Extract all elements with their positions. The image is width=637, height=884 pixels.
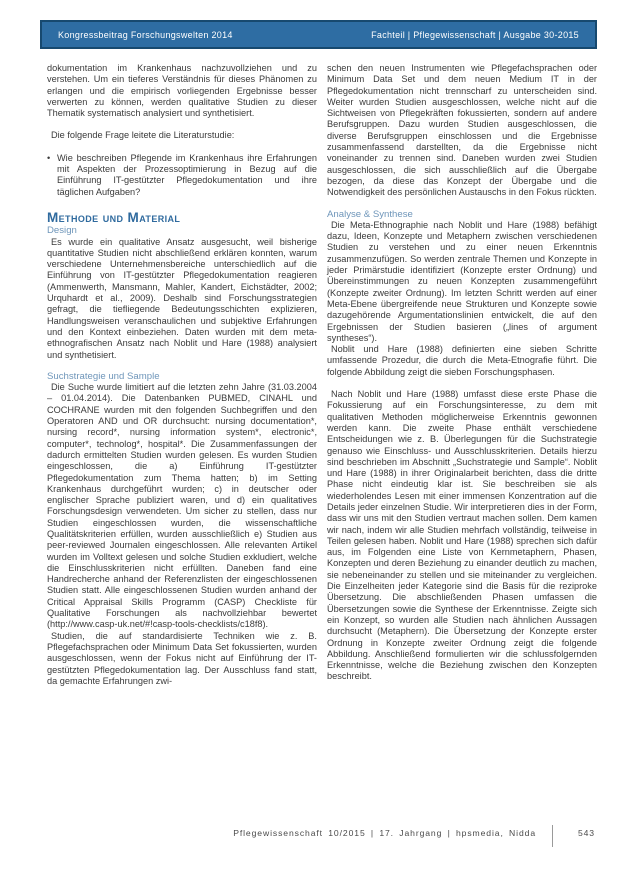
search-strategy-paragraph-2: Studien, die auf standardisierte Techniken wie z. B. Pflegefachsprachen oder Minimum Data Set fokussierten, wurden ausgeschlossen, wenn der Fokus nicht auf Einführung der IT-gestützten Pflegedokumentation lag. Der Ausschluss fand statt, da gemachte Erfahrungen zwi- [47,630,317,686]
section-heading-methode: Methode und Material [47,209,181,225]
header-right-label: Fachteil | Pflegewissenschaft | Ausgabe 30-2015 [371,29,579,40]
bullet-icon: • [47,152,51,163]
left-column [47,63,317,687]
analysis-paragraph-1: Die Meta-Ethnographie nach Noblit und Hare (1988) befähigt dazu, Ideen, Konzepte und Metaphern zwischen verschiedenen Studien zu verstehen und zu einer neuen Erkenntnis zusammenzufügen. So werden zentrale Themen und Konzepte in jeder Primärstudie identifiziert (Konzepte erster Ordnung) und Übereinstimmungen zu neuen Konzepten zusammengeführt (Konzepte zweiter Ordnung). Im letzten Schritt werden auf einer Meta-Ebene übergreifende neue Strukturen und Konzepte sowie dazugehörende Argumentationslinien entwickelt, die auf den Ergebnissen der Studien basieren („lines of argument syntheses“). [327,219,597,343]
body-paragraph-continued: dokumentation im Krankenhaus nachzuvollziehen und zu verstehen. Um ein tieferes Verständnis für dieses Phänomen zu erlangen und die empirisch vorliegenden Ergebnisse besser verwerten zu können, werden qualitative Studien zu dieser Thematik systematisch analysiert und synthetisiert. [47,63,317,119]
sub-heading-design: Design [47,225,77,237]
research-question-bullet [47,153,317,198]
footer-journal-line: Pflegewissenschaft 10/2015 | 17. Jahrgang | hpsmedia, Nidda [233,828,536,838]
analysis-paragraph-2: Noblit und Hare (1988) definierten eine sieben Schritte umfassende Prozedur, die durch die Meta-Etnografie führt. Die folgende Abbildung zeigt die sieben Forschungsphasen. [327,344,597,377]
search-strategy-paragraph-1: Die Suche wurde limitiert auf die letzten zehn Jahre (31.03.2004 – 01.04.2014). Die Datenbanken PUBMED, CINAHL und COCHRANE wurden mit den folgenden Suchbegriffen und den Operatoren AND und OR durchsucht: nursing documentation*, nursing record*, nursing information system*, electronic*, computer*, technolog*, hospital*. Die Zusammenfassungen der dadurch ermittelten Studien wurden gelesen. Es wurden Studien eingeschlossen, die a) Einführung IT-gestützter Pflegedokumentation zum Thema hatten; b) im Setting Krankenhaus durchgeführt wurden; c) in deutscher oder englischer Sprache publiziert waren, und d) ein qualitatives Forschungsdesign verwendeten. Um sicher zu stellen, dass nur Studien eingeschlossen wurden, die wissenschaftliche Qualitätskriterien erfüllen, wurden ausschließlich e) Studien aus peer-reviewed Journalen eingeschlossen. Alle relevanten Artikel wurden im Volltext gelesen und solche Studien exkludiert, welche die Einschlusskriterien nicht erfüllten. Daneben fand eine Handrecherche anhand der Referenzlisten der eingeschlossenen Studien statt. Alle eingeschlossenen Studien wurden anhand der Critical Appraisal Skills Programm (CASP) Checkliste für Qualitative Forschungen als nachvollziehbar bewertet (http://www.casp-uk.net/#!casp-tools-checklists/c18f8). [47,382,317,630]
article-body [47,63,597,687]
lead-question-line: Die folgende Frage leitete die Literaturstudie: [51,130,235,141]
footer-divider [552,825,553,847]
analysis-paragraph-3: Nach Noblit und Hare (1988) umfasst diese erste Phase die Fokussierung auf ein Forschungsinteresse, zu dem mit qualitativen Methoden möglicherweise Erkenntnis gewonnen werden kann. Die zweite Phase enthält verschiedene Entscheidungen wie z. B. Überlegungen für die Suchstrategie genauso wie Einschluss- und Ausschlusskriterien. Details hierzu sind beschrieben im Abschnitt „Suchstrategie und Sample“. Noblit und Hare (1988) in ihrer Originalarbeit berichten, dass die dritte Phase nicht eindeutig klar ist. Sie beschreiben sie als wiederholendes Lesen mit einer immensen Konzentration auf die Details jeder einzelnen Studie. Wir interpretieren dies in der Form, dass wir uns mit den Studien vertraut machen sollen. Dem kamen wir nach, indem wir alle Studien mehrfach vollständig, teilweise in Teilen gelesen haben. Noblit und Hare (1988) sprechen sich dafür aus, im Folgenden eine Liste von Kernmetaphern, Phasen, Konzepten und deren Beziehung zu einander deutlich zu machen, sie nebeneinander zu stellen und sie miteinander zu vergleichen. Die Einzelheiten jeder Kategorie sind die Basis für die reziproke Übersetzung. Die abschließenden Phasen umfassen die Übersetzungen sowie die Synthese der Erkenntnisse. Zeigte sich ein Konzept, so wurden alle Studien nach ähnlichen Aussagen durchsucht (Metaphern). Die Übersetzung der Konzepte erster Ordnung in Konzepte zweiter Ordnung zeigt die folgende Abbildung. Anschließend formulierten wir die schlussfolgernden Erkenntnisse, welche die Beziehung zwischen den Konzepten beschreibt. [327,389,597,682]
sub-heading-analyse: Analyse & Synthese [327,208,413,220]
research-question-text: Wie beschreiben Pflegende im Krankenhaus ihre Erfahrungen mit Aspekten der Prozessoptimierung in Bezug auf die Einführung IT-gestützter Pflegedokumentation und ihre täglichen Aufgaben? [57,152,317,197]
exclusion-paragraph-continued: schen den neuen Instrumenten wie Pflegefachsprachen oder Minimum Data Set und dem neuen Medium IT in der Pflegedokumentation nicht trennscharf zu unterscheiden sind. Weiter wurden Studien ausgeschlossen, welche nicht auf die Sichtweisen von Pflegekräften fokussierten, sondern auf andere Berufsgruppen. Dazu wurden Studien ausgeschlossen, die diverse Berufsgruppen einschlossen und die Ergebnisse zusammenfassend darstellten, da die Ergebnisse nicht voneinander zu trennen sind. Daneben wurden zwei Studien ausgeschlossen, die sich ausschließlich auf die Übergabe bezogen, da diese das Konzept der Übergabe und die Notwendigkeit des persönlichen Austauschs in den Fokus rückten. [327,63,597,198]
page-header-bar [40,20,597,49]
design-paragraph: Es wurde ein qualitative Ansatz ausgesucht, weil bisherige quantitative Studien nicht abschließend erklären konnten, warum verschiedene Unternehmensbereiche unterschiedlich auf die Einführung von IT-gestützter Pflegedokumentation reagieren (Ammenwerth, Mansmann, Mahler, Kandert, Eichstädter, 2002; Urquhardt et al., 2009). Deshalb sind Forschungsstrategien gefragt, die tiefliegende Bedeutungsschichten explizieren, Handlungsweisen veranschaulichen und subjektive Erfahrungen und den Kontext einbeziehen. Daten wurden mit dem meta-ethnografischen Ansatz nach Noblit und Hare (1988) analysiert und synthetisiert. [47,236,317,360]
sub-heading-suchstrategie: Suchstrategie und Sample [47,370,160,382]
page-footer [47,828,595,847]
right-column [327,63,597,687]
header-left-label: Kongressbeitrag Forschungswelten 2014 [58,29,233,40]
footer-page-number: 543 [577,828,595,838]
